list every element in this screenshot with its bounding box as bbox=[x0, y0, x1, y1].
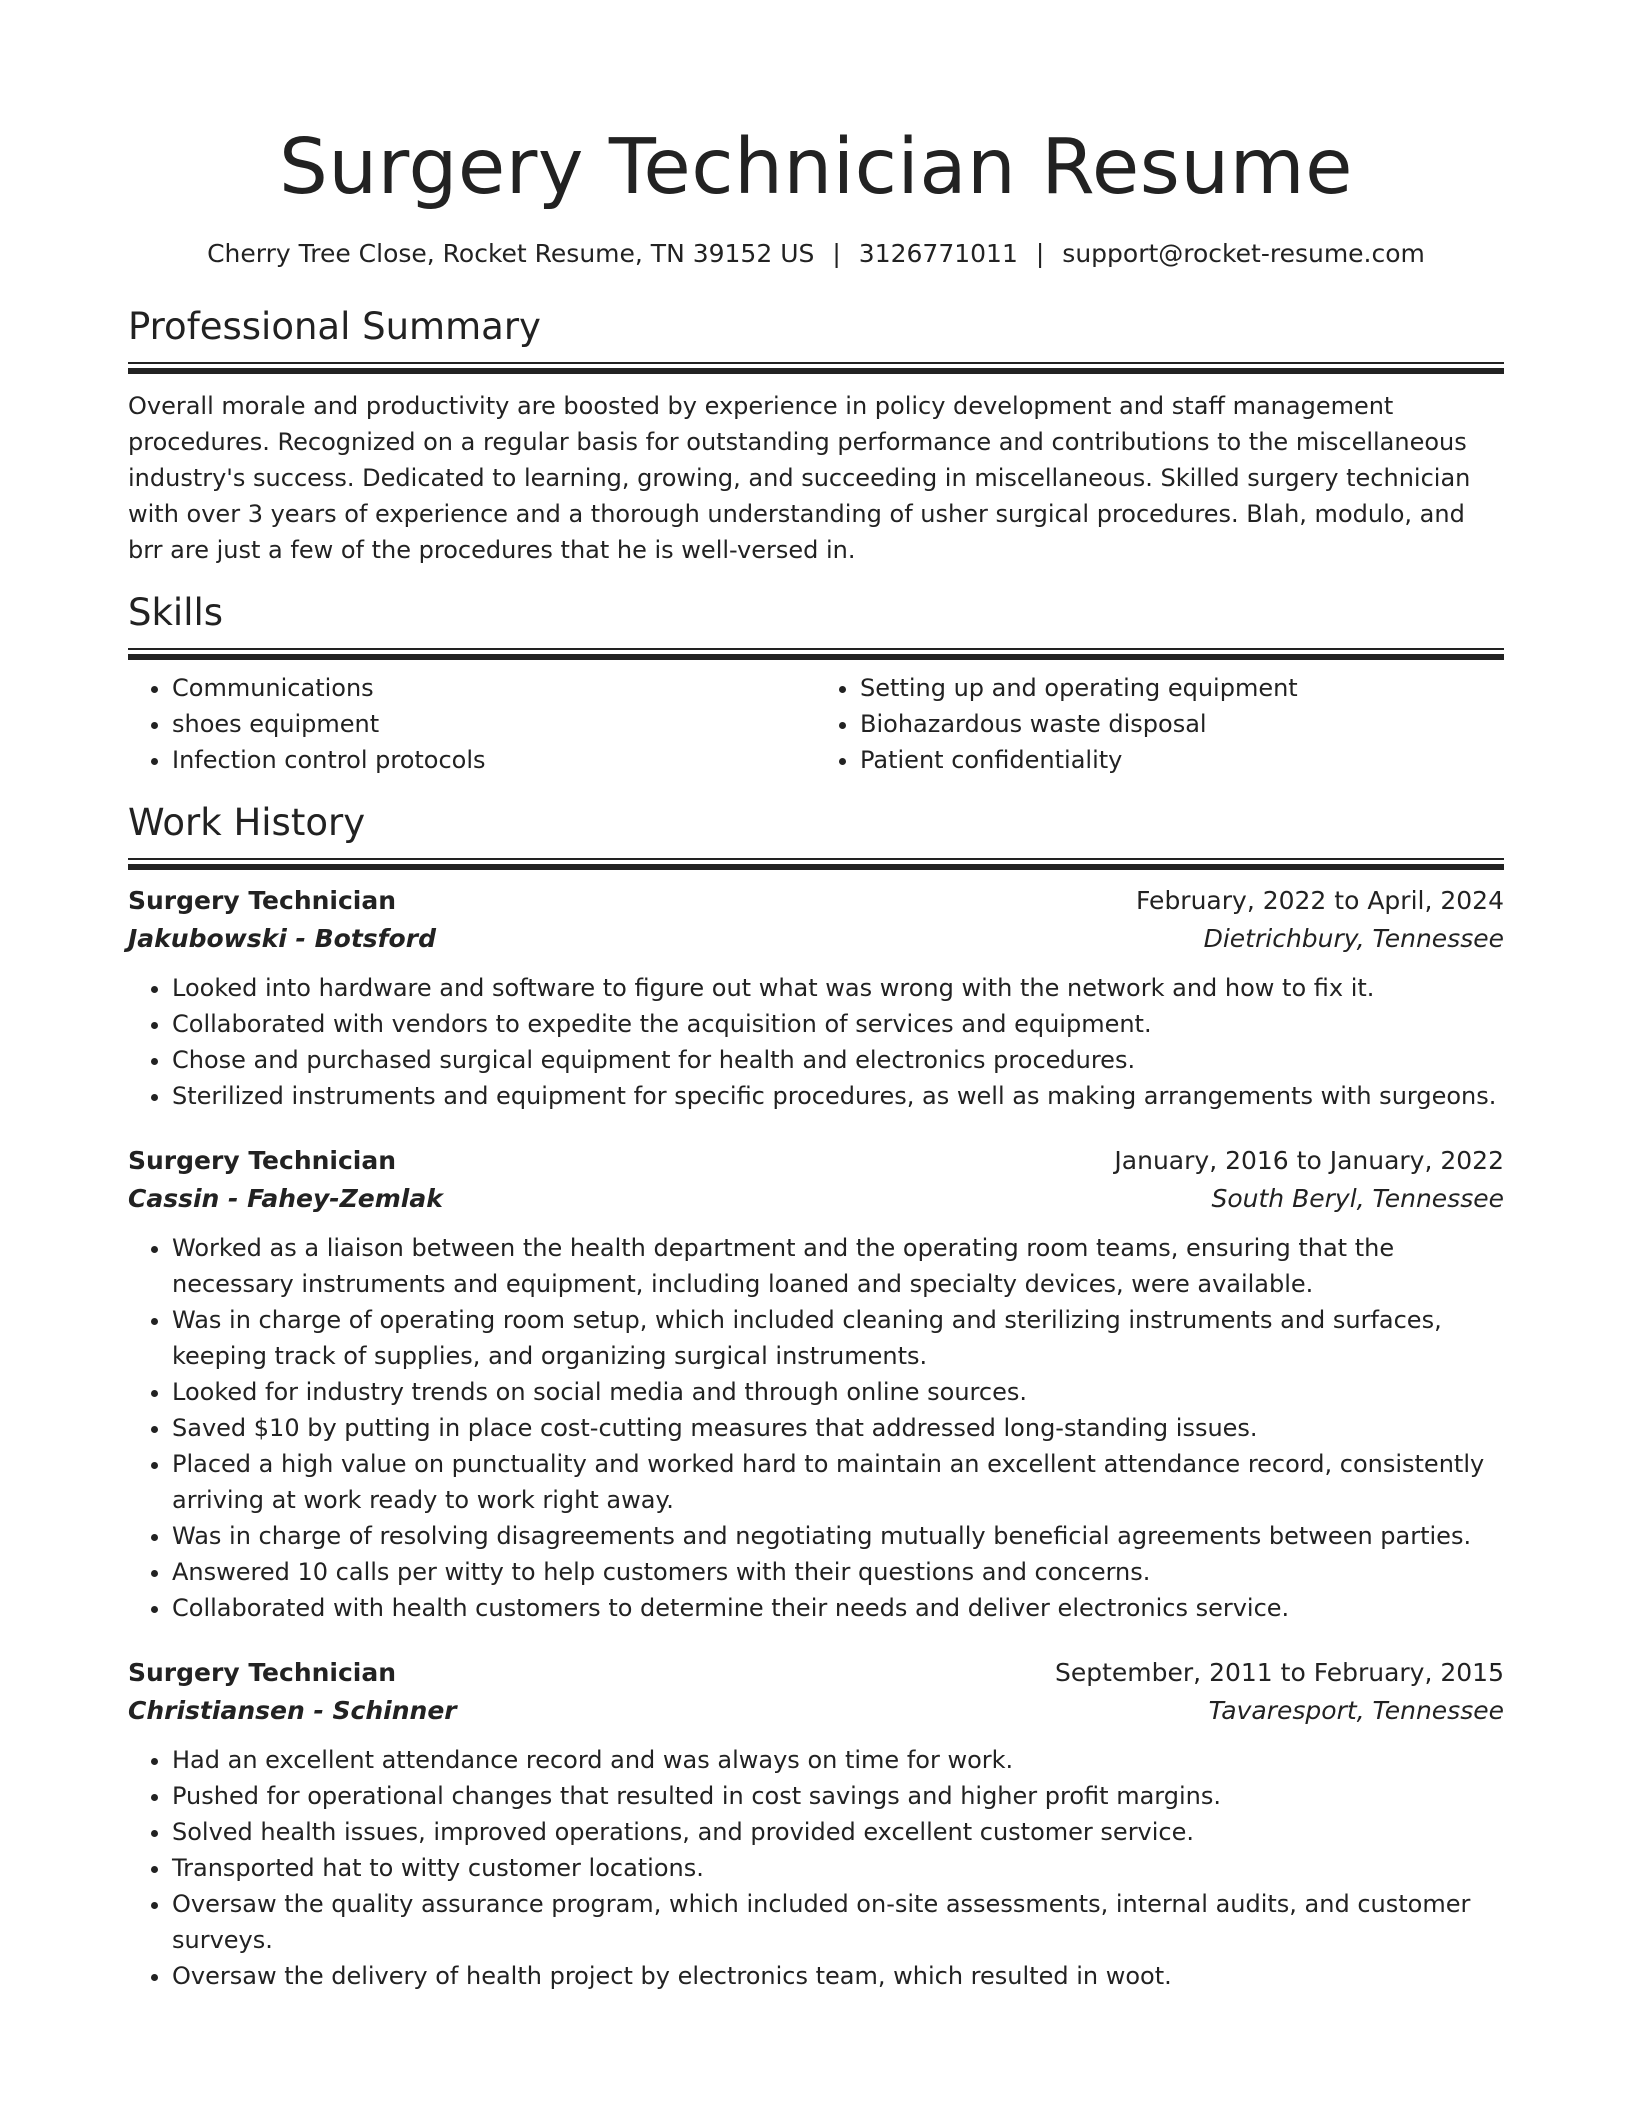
skill-item: • Communications bbox=[172, 670, 816, 706]
list-item: • Saved $10 by putting in place cost-cutting measures that addressed long-standing issues. bbox=[172, 1410, 1504, 1446]
contact-separator: | bbox=[832, 239, 841, 268]
list-item: • Looked into hardware and software to figure out what was wrong with the network and how to fix it. bbox=[172, 970, 1504, 1006]
list-item: • Placed a high value on punctuality and worked hard to maintain an excellent attendance record, consistently arriving at work ready to work right away. bbox=[172, 1446, 1504, 1518]
list-item: • Pushed for operational changes that resulted in cost savings and higher profit margins. bbox=[172, 1778, 1504, 1814]
email-link[interactable]: support@rocket-resume.com bbox=[1062, 239, 1425, 268]
job-bullets bbox=[128, 970, 1504, 1114]
list-item: • Had an excellent attendance record and was always on time for work. bbox=[172, 1742, 1504, 1778]
job-title: Surgery Technician bbox=[128, 886, 397, 915]
section-divider bbox=[128, 858, 1504, 870]
list-item: • Was in charge of operating room setup, which included cleaning and sterilizing instruments and surfaces, keeping track of supplies, and organizing surgical instruments. bbox=[172, 1302, 1504, 1374]
job-entry bbox=[128, 1654, 1504, 1994]
summary-text: Overall morale and productivity are boosted by experience in policy development and staff management procedures. Recognized on a regular basis for outstanding performance and contributions to the miscellaneous industry's success. Dedicated to learning, growing, and succeeding in miscellaneous. Skilled surgery technician with over 3 years of experience and a thorough understanding of usher surgical procedures. Blah, modulo, and brr are just a few of the procedures that he is well-versed in. bbox=[128, 392, 1471, 564]
skills-column-right bbox=[816, 670, 1504, 778]
list-item: • Chose and purchased surgical equipment for health and electronics procedures. bbox=[172, 1042, 1504, 1078]
list-item: • Sterilized instruments and equipment for specific procedures, as well as making arrangements with surgeons. bbox=[172, 1078, 1504, 1114]
work-history-section bbox=[128, 798, 1504, 1994]
skill-item: • Infection control protocols bbox=[172, 742, 816, 778]
skills-list bbox=[128, 670, 1504, 778]
skill-item: • Biohazardous waste disposal bbox=[860, 706, 1504, 742]
section-divider bbox=[128, 648, 1504, 660]
job-dates: September, 2011 to February, 2015 bbox=[1055, 1658, 1504, 1687]
list-item: • Transported hat to witty customer locations. bbox=[172, 1850, 1504, 1886]
job-dates: January, 2016 to January, 2022 bbox=[1114, 1146, 1504, 1175]
section-title-skills: Skills bbox=[128, 591, 224, 634]
skill-item: • Patient confidentiality bbox=[860, 742, 1504, 778]
list-item: • Oversaw the delivery of health project by electronics team, which resulted in woot. bbox=[172, 1958, 1504, 1994]
list-item: • Worked as a liaison between the health department and the operating room teams, ensuring that the necessary instruments and equipment, including loaned and specialty devices, were available. bbox=[172, 1230, 1504, 1302]
job-bullets bbox=[128, 1742, 1504, 1994]
skills-column-left bbox=[128, 670, 816, 778]
job-entry bbox=[128, 1142, 1504, 1626]
list-item: • Answered 10 calls per witty to help customers with their questions and concerns. bbox=[172, 1554, 1504, 1590]
list-item: • Solved health issues, improved operations, and provided excellent customer service. bbox=[172, 1814, 1504, 1850]
job-location: Tavaresport, Tennessee bbox=[1208, 1696, 1504, 1725]
job-title: Surgery Technician bbox=[128, 1658, 397, 1687]
page-title: Surgery Technician Resume bbox=[279, 123, 1353, 212]
skills-section bbox=[128, 588, 1504, 778]
skill-item: • Setting up and operating equipment bbox=[860, 670, 1504, 706]
job-entry bbox=[128, 882, 1504, 1114]
summary-section bbox=[128, 302, 1504, 568]
list-item: • Oversaw the quality assurance program, which included on-site assessments, internal audits, and customer surveys. bbox=[172, 1886, 1504, 1958]
job-bullets bbox=[128, 1230, 1504, 1626]
job-company: Christiansen - Schinner bbox=[128, 1696, 457, 1725]
address: Cherry Tree Close, Rocket Resume, TN 39152 US bbox=[207, 239, 815, 268]
list-item: • Looked for industry trends on social media and through online sources. bbox=[172, 1374, 1504, 1410]
list-item: • Was in charge of resolving disagreements and negotiating mutually beneficial agreements between parties. bbox=[172, 1518, 1504, 1554]
section-title-summary: Professional Summary bbox=[128, 305, 541, 348]
skill-item: • shoes equipment bbox=[172, 706, 816, 742]
job-company: Jakubowski - Botsford bbox=[128, 924, 436, 953]
phone: 3126771011 bbox=[858, 239, 1018, 268]
section-divider bbox=[128, 362, 1504, 374]
contact-line bbox=[128, 236, 1504, 272]
job-dates: February, 2022 to April, 2024 bbox=[1136, 886, 1504, 915]
contact-separator: | bbox=[1035, 239, 1045, 268]
resume-page bbox=[128, 0, 1504, 1994]
job-location: South Beryl, Tennessee bbox=[1211, 1184, 1504, 1213]
job-company: Cassin - Fahey-Zemlak bbox=[128, 1184, 443, 1213]
list-item: • Collaborated with vendors to expedite the acquisition of services and equipment. bbox=[172, 1006, 1504, 1042]
list-item: • Collaborated with health customers to determine their needs and deliver electronics service. bbox=[172, 1590, 1504, 1626]
job-location: Dietrichbury, Tennessee bbox=[1203, 924, 1504, 953]
job-title: Surgery Technician bbox=[128, 1146, 397, 1175]
section-title-work-history: Work History bbox=[128, 801, 366, 844]
